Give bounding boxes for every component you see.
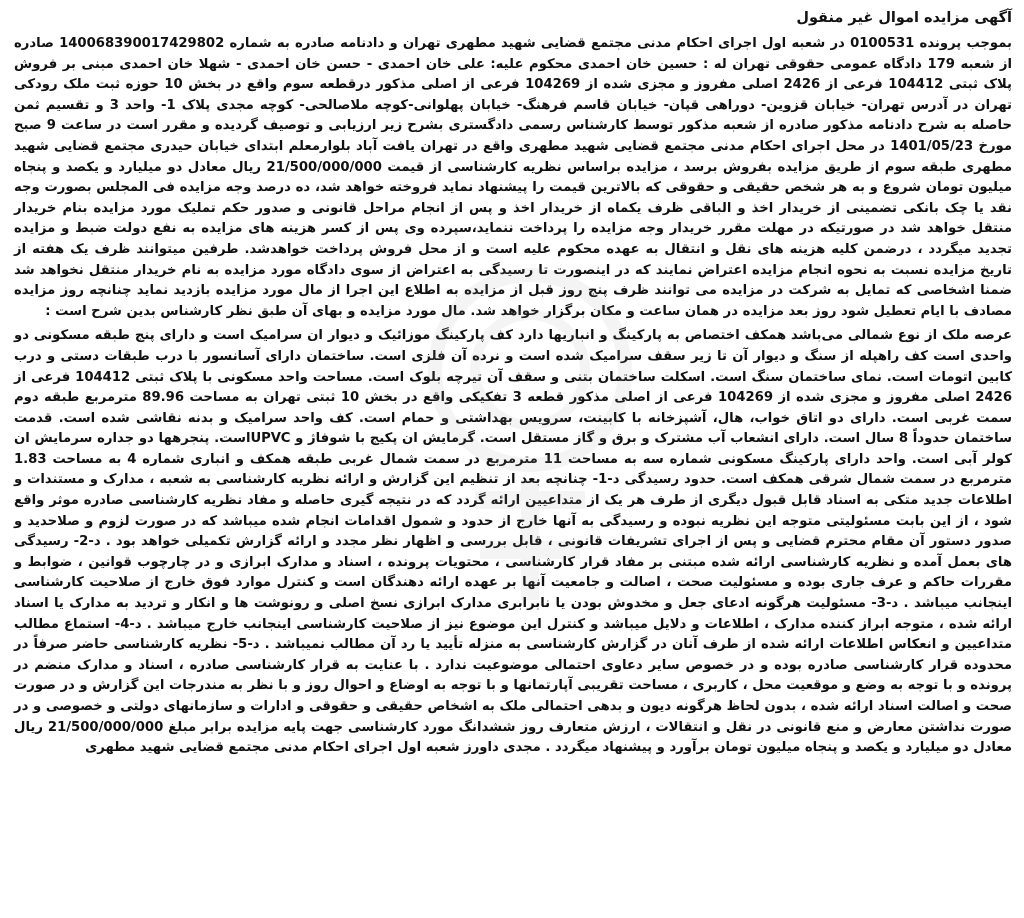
notice-paragraph-property-description: عرصه ملک از نوع شمالی می‌باشد همکف اختصاص به پارکینگ و انباریها دارد کف پارکینگ موزائیک و دیوار ان سرامیک است و دارای پنج طبقه مسکونی دو واحدی است کف راهپله از سنگ و دیوار آن تا زیر سقف سرامیک شده است و نرده آن فلزی است. ساختمان دارای آسانسور با درب طبقات دستی و درب کابین اتومات است. نمای ساختمان سنگ است. اسکلت ساختمان بتنی و سقف آن تیرچه بلوک است. مساحت واحد مسکونی با پلاک ثبتی 104412 فرعی از 2426 اصلی مفروز و مجزی شده از 104269 فرعی از اصلی مذکور قطعه 3 تفکیکی واقع در بخش 10 ثبتی تهران به مساحت 89.96 مترمربع طبقه دوم سمت غربی است. دارای دو اتاق خواب، هال، آشپزخانه با کابینت، سرویس بهداشتی و حمام است. کف واحد سرامیک و بدنه نقاشی شده است. قدمت ساختمان حدوداً 8 سال است. دارای انشعاب آب مشترک و برق و گاز مستقل است. گرمایش ان پکیج با شوفاژ و UPVCاست. پنجرهها دو جداره سرمایش ان کولر آبی است. واحد دارای پارکینگ مسکونی شماره سه به مساحت 11 مترمربع در سمت شمال غربی طبقه همکف و انباری شماره 4 به مساحت 1.83 مترمربع در سمت شمال شرقی همکف است. حدود رسیدگی د-1- چنانچه بعد از تنظیم این گزارش و ارائه نظریه کارشناسی به شعبه ، مدارک و مستندات و اطلاعات جدید متکی به اسناد قابل قبول دیگری از طرف هر یک از متداعیین ارائه گردد که در نتیجه گیری حاصله و مفاد نظریه کارشناسی صادره موثر واقع شود ، از این بابت مسئولیتی متوجه این نظریه نبوده و رسیدگی به آنها خارج از حدود و شمول اقدامات انجام شده میباشد که در صورت لزوم و صلاحدید و صدور دستور آن مقام محترم قضایی و پس از اجرای تشریفات قانونی ، قابل بررسی و اظهار نظر مجدد و ارائه گزارش تکمیلی خواهد بود . د-2- رسیدگی های بعمل آمده و نظریه کارشناسی ارائه شده مبتنی بر مفاد قرار کارشناسی ، محتویات پرونده ، اسناد و مدارک ابرازی و در چارچوب قوانین ، ضوابط و مقررات حاکم و عرف جاری بوده و مسئولیت صحت ، اصالت و جامعیت آنها بر عهده ارائه دهندگان است و کنترل موارد فوق خارج از صلاحیت کارشناسی اینجانب میباشد . د-3- مسئولیت هرگونه ادعای جعل و مخدوش بودن یا نابرابری مدارک ابرازی نسخ اصلی و رونوشت ها و انکار و تردید به مدارک یا اسناد ارائه شده ، متوجه ابراز کننده مدارک ، اطلاعات و دلایل میباشد و کنترل این موضوع نیز از صلاحیت کارشناسی اینجانب خارج میباشد . د-4- استماع مطالب متداعیین و انعکاس اطلاعات ارائه شده از طرف آنان در گزارش کارشناسی به منزله تأیید یا رد آن مطالب نمیباشد . د-5- نظریه کارشناسی حاضر صرفاً در محدوده قرار کارشناسی صادره بوده و در خصوص سایر دعاوی احتمالی موضوعیت ندارد . با عنایت به قرار کارشناسی صادره ، اسناد و مدارک منضم در پرونده و با توجه به وضع و موقعیت محل ، کاربری ، مساحت تقریبی آپارتمانها و با توجه به اوضاع و احوال روز و با نظر به مندرجات این گزارش و در صورت صحت و اصالت اسناد ارائه شده ، بدون لحاظ هرگونه دیون و بدهی احتمالی ملک به اشخاص حقیقی و حقوقی و ادارات و سازمانهای دولتی و خصوصی و در صورت نداشتن معارض و منع قانونی در نقل و انتقالات ، ارزش متعارف روز ششدانگ مورد کارشناسی جهت پایه مزایده برابر مبلغ 21/500/000/000 ریال معادل دو میلیارد و یکصد و پنجاه میلیون تومان برآورد و پیشنهاد میگردد . مجدی داورز شعبه اول اجرای احکام مدنی مجتمع قضایی شهید مطهری (14, 328, 1013, 756)
notice-title: آگهی مزایده اموال غیر منقول (796, 10, 1012, 26)
notice-paragraph-auction-terms: بموجب پرونده 0100531 در شعبه اول اجرای احکام مدنی مجتمع قضایی شهید مطهری تهران و دادنامه صادره به شماره 140068390017429802 صادره از شعبه 179 دادگاه عمومی حقوقی تهران له : حسین خان احمدی محکوم علیه: علی خان احمدی - حسن خان احمدی - شهلا خان احمدی مبنی بر فروش پلاک ثبتی 104412 فرعی از 2426 اصلی مفروز و مجزی شده از 104269 فرعی از اصلی مذکور درقطعه سوم واقع در بخش 10 حوزه ثبت ملک رودکی تهران در آدرس تهران- خیابان قزوین- دوراهی قپان- خیابان قاسم فرهنگ- خیابان پهلوانی-کوچه ملاصالحی- کوچه مجدی پلاک 1- واحد 3 و تقسیم ثمن حاصله به شرح دادنامه مذکور صادره از شعبه مذکور توسط کارشناس رسمی دادگستری بشرح زیر ارزیابی و توصیف گردیده و مقرر است در ساعت 9 صبح مورخ 1401/05/23 در محل اجرای احکام مدنی مجتمع قضایی شهید مطهری واقع در تهران یافت آباد بلوارمعلم ابتدای خیابان حیدری مجتمع قضایی شهید مطهری طبقه سوم از طریق مزایده بفروش برسد ، مزایده براساس نظریه کارشناسی از قیمت 21/500/000/000 ریال معادل دو میلیارد و یکصد و پنجاه میلیون تومان شروع و به هر شخص حقیقی و حقوقی که بالاترین قیمت را پیشنهاد نماید فروخته خواهد شد، ده درصد وجه مزایده فی المجلس بصورت وجه نقد یا چک بانکی تضمینی از خریدار اخذ و الباقی ظرف یکماه از خریدار اخذ و پس از انجام مراحل قانونی و صدور حکم تملیک مورد مزایده بنام خریدار منتقل خواهد شد در صورتیکه در مهلت مقرر خریدار وجه مزایده را پرداخت ننماید،سپرده وی پس از کسر هزینه های مزایده به نفع دولت ضبط و مزایده تجدید میگردد ، درضمن کلیه هزینه های نقل و انتقال به عهده محکوم علیه است و از محل فروش پرداخت خواهدشد. طرفین میتوانند ظرف یک هفته از تاریخ مزایده نسبت به نحوه انجام مزایده اعتراض نمایند که در اینصورت تا رسیدگی به اعتراض از سوی دادگاه مورد مزایده به نام خریدار منتقل نخواهد شد ضمنا اشخاصی که تمایل به شرکت در مزایده می توانند ظرف پنج روز قبل از مزایده به اطلاع این اجرا از مال مورد مزایده بازدید نماید چنانچه روز مزایده مصادف با ایام تعطیل شود روز بعد مزایده در همان ساعت و مکان برگزار خواهد شد. مال مورد مزایده و بهای آن طبق نظر کارشناس بدین شرح است : (14, 36, 1013, 319)
